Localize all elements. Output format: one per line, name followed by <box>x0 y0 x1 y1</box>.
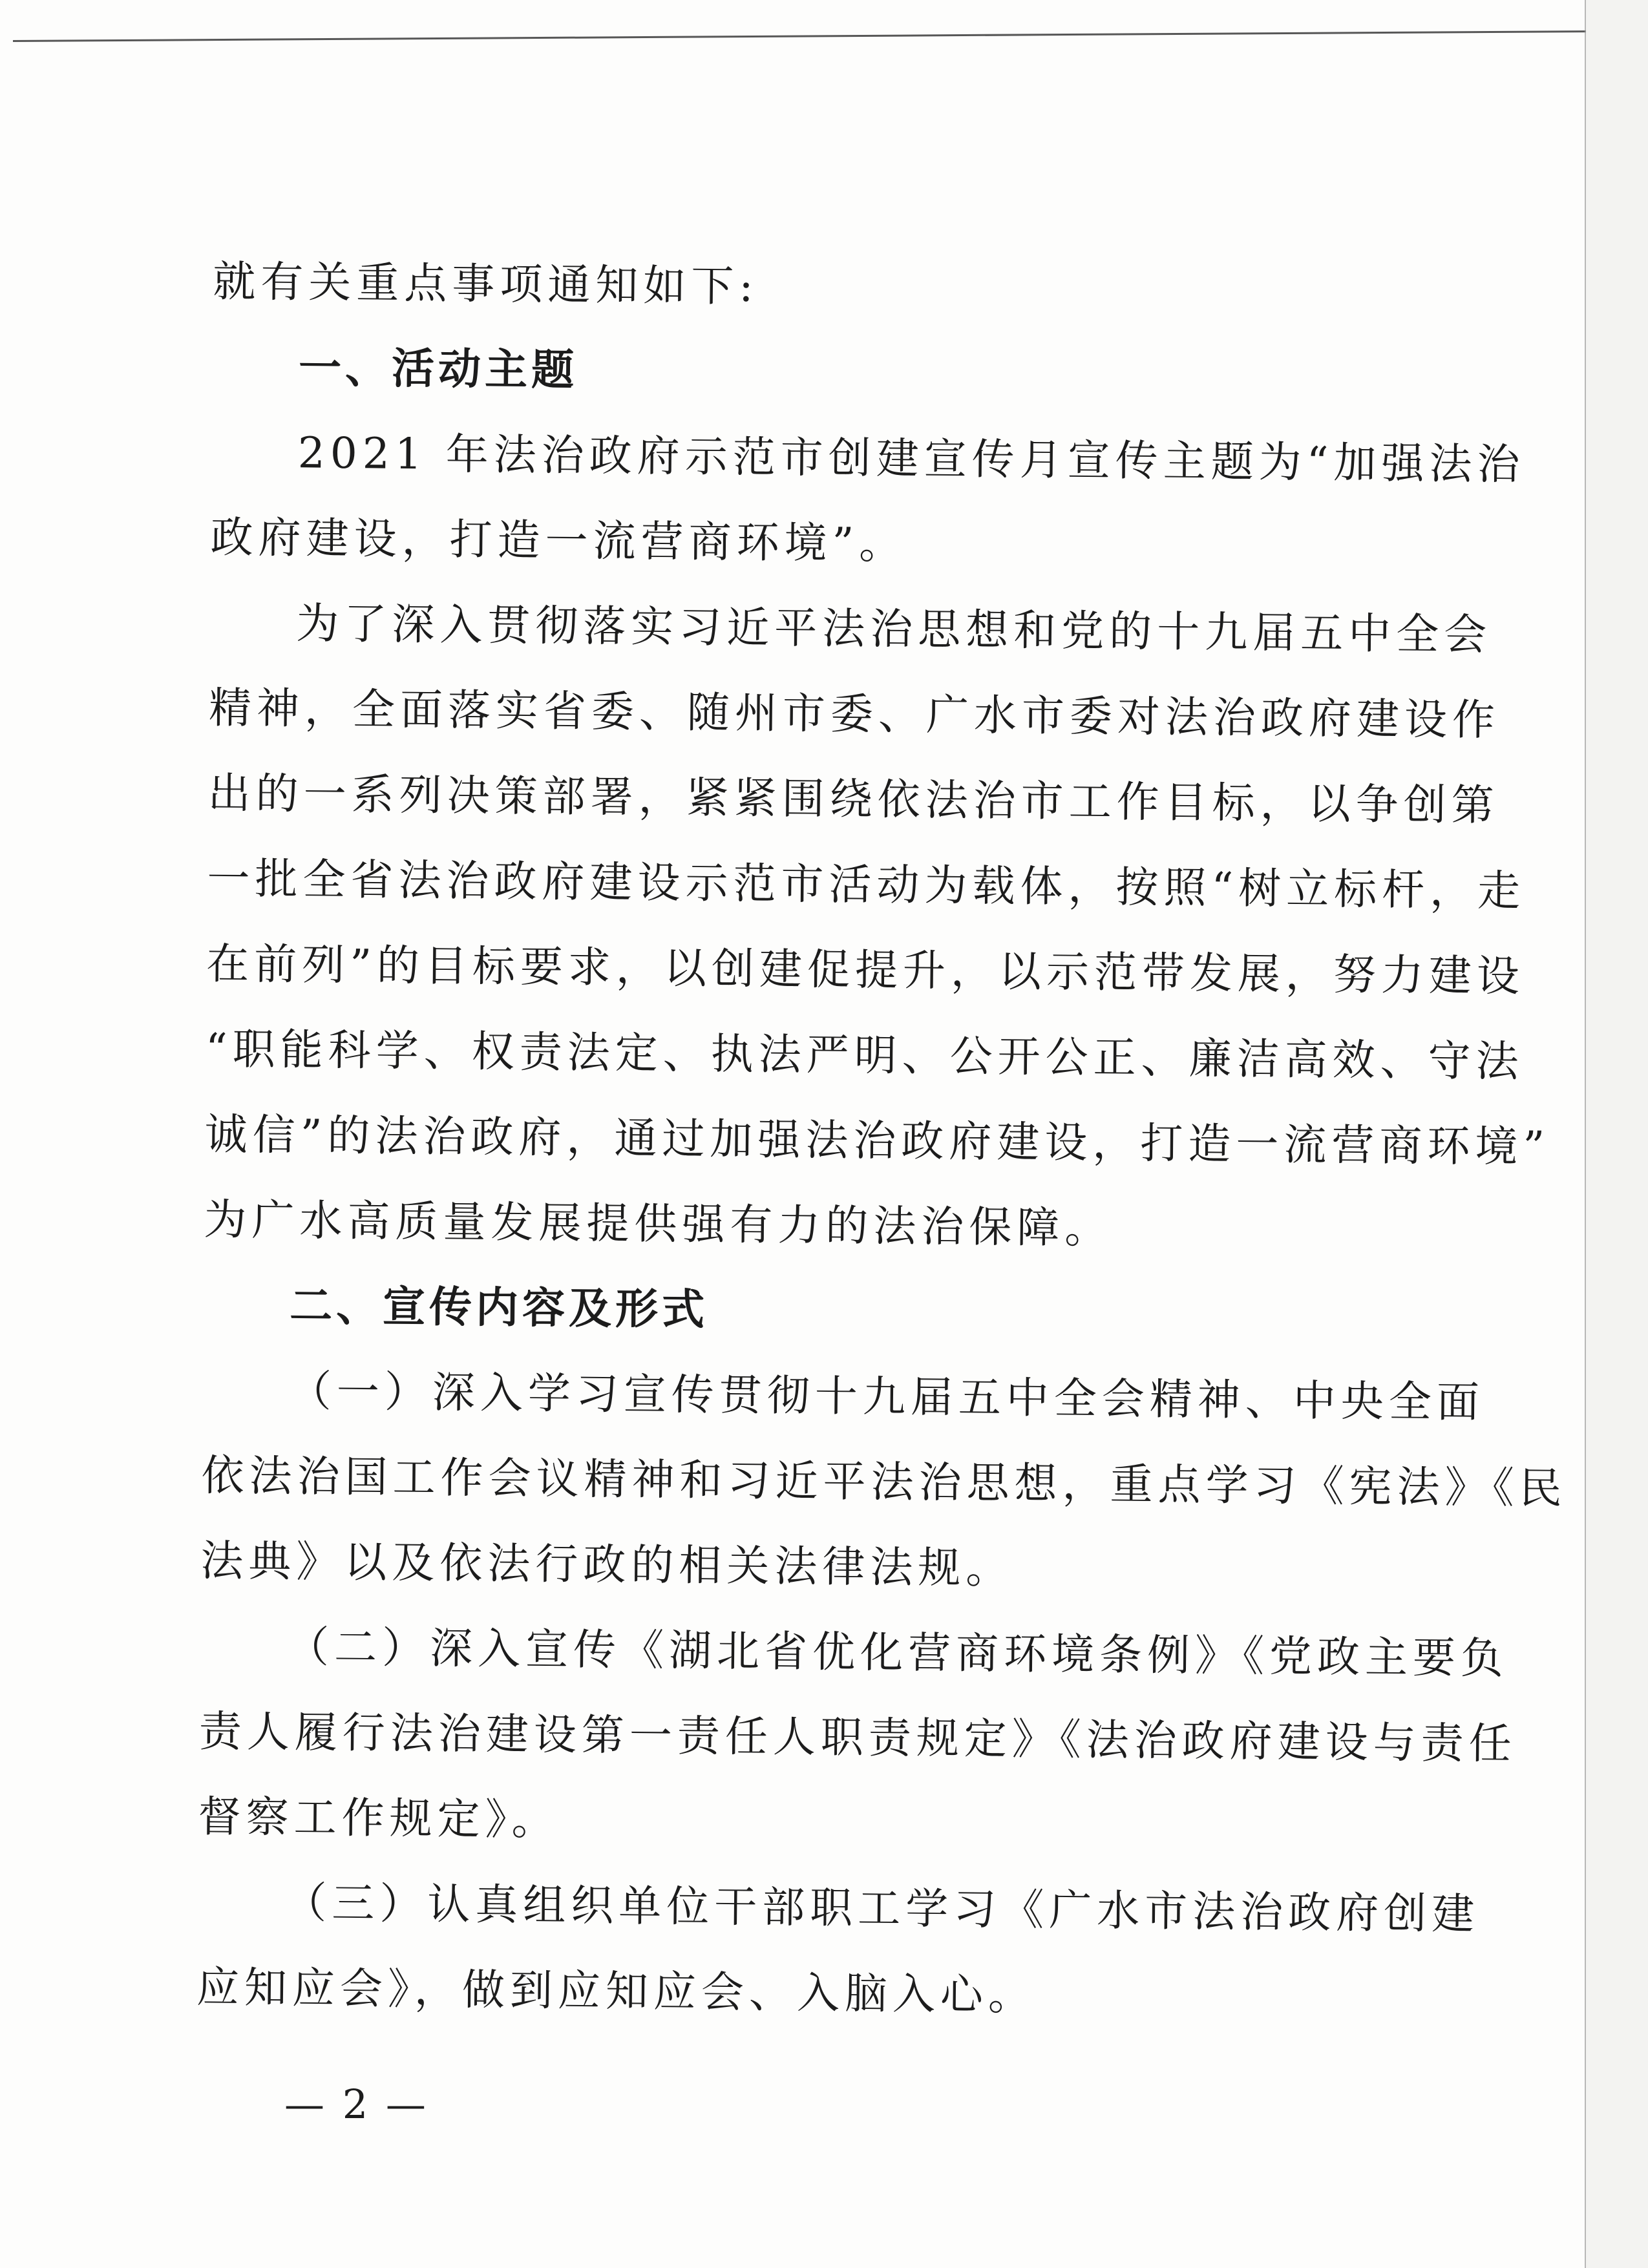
body-line: 出的一系列决策部署，紧紧围绕依法治市工作目标，以争创第 <box>207 768 1500 831</box>
scan-edge-line <box>13 30 1629 42</box>
body-line: 依法治国工作会议精神和习近平法治思想，重点学习《宪法》《民 <box>201 1450 1567 1514</box>
body-line: “职能科学、权责法定、执法严明、公开公正、廉洁高效、守法 <box>205 1024 1524 1087</box>
document-body <box>196 239 1567 2042</box>
body-line: （二）深入宣传《湖北省优化营商环境条例》《党政主要负 <box>286 1622 1509 1684</box>
section-heading: 二、宣传内容及形式 <box>289 1281 709 1335</box>
page-number: — 2 — <box>284 2081 428 2128</box>
body-line: 为广水高质量发展提供强有力的法治保障。 <box>204 1194 1113 1254</box>
body-line: （一）深入学习宣传贯彻十九届五中全会精神、中央全面 <box>288 1366 1485 1427</box>
body-line: 督察工作规定》。 <box>198 1791 560 1845</box>
body-line: 在前列”的目标要求，以创建促提升，以示范带发展，努力建设 <box>206 938 1525 1002</box>
body-line: 一批全省法治政府建设示范市活动为载体，按照“树立标杆，走 <box>207 853 1526 916</box>
section-heading: 一、活动主题 <box>298 342 578 395</box>
body-line: 政府建设，打造一流营商环境”。 <box>210 512 907 569</box>
body-line: 诚信”的法治政府，通过加强法治政府建设，打造一流营商环境” <box>204 1109 1550 1172</box>
body-line: 应知应会》，做到应知应会、入脑入心。 <box>196 1962 1037 2021</box>
body-line: （三）认真组织单位干部职工学习《广水市法治政府创建 <box>283 1878 1480 1939</box>
body-line: 精神，全面落实省委、随州市委、广水市委对法治政府建设作 <box>208 682 1501 746</box>
body-line: 法典》以及依法行政的相关法律法规。 <box>200 1535 1014 1593</box>
body-line: 责人履行法治建设第一责任人职责规定》《法治政府建设与责任 <box>198 1706 1517 1769</box>
body-line: 2021 年法治政府示范市创建宣传月宣传主题为“加强法治 <box>297 428 1525 490</box>
body-line: 就有关重点事项通知如下: <box>213 256 759 312</box>
scan-right-margin <box>1586 0 1648 2268</box>
body-line: 为了深入贯彻落实习近平法治思想和党的十九届五中全会 <box>295 598 1492 660</box>
